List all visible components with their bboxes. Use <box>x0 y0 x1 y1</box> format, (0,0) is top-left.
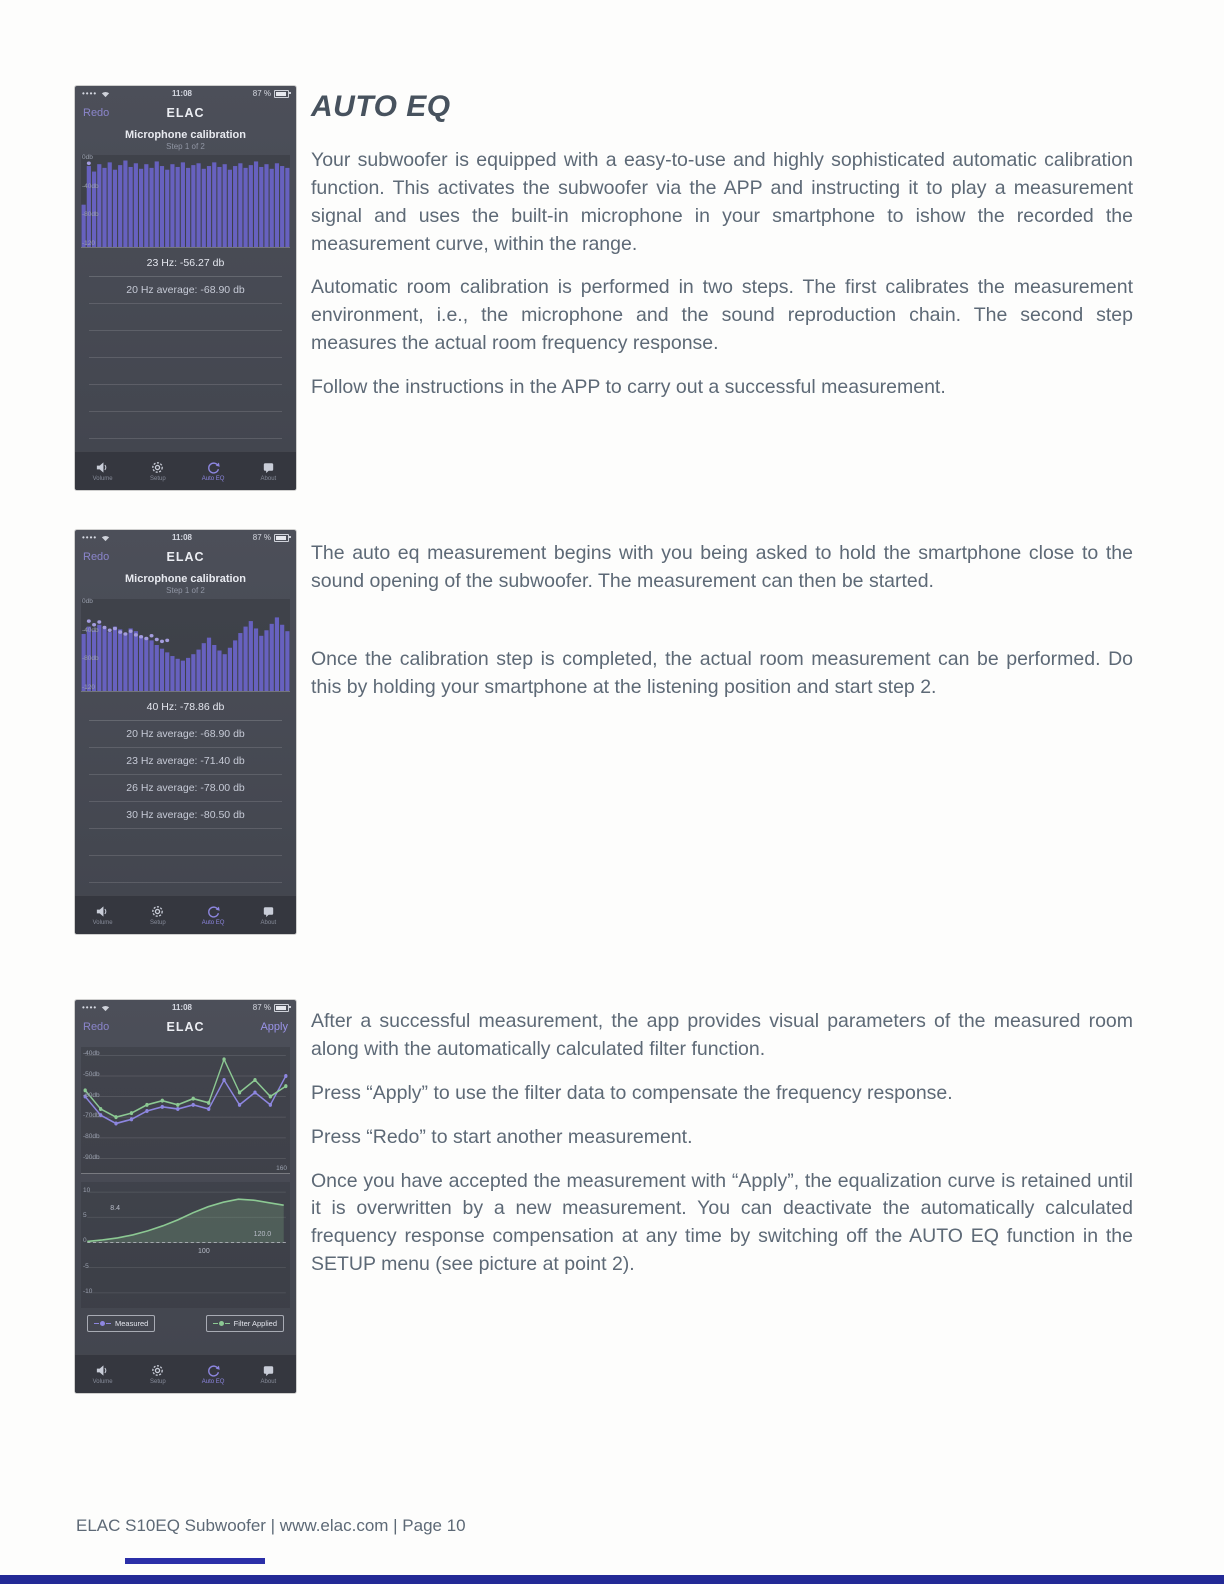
tab-label: Setup <box>150 920 166 926</box>
current-reading: 23 Hz: -56.27 db <box>89 250 282 277</box>
y-axis-label: -90db <box>83 1153 100 1161</box>
screenshot-calibration-step1 <box>75 86 296 490</box>
redo-button[interactable]: Redo <box>83 1021 110 1033</box>
tab-about[interactable] <box>241 896 296 934</box>
speaker-icon <box>95 460 110 475</box>
auto-eq-icon <box>206 1363 221 1378</box>
tab-auto-eq[interactable] <box>186 896 241 934</box>
status-bar <box>75 1000 296 1013</box>
nav-bar <box>75 543 296 571</box>
screenshot-calibration-progress <box>75 530 296 934</box>
screen-title: Microphone calibration <box>124 573 246 585</box>
empty-row <box>89 829 282 856</box>
tab-volume[interactable] <box>75 896 130 934</box>
paragraph: Once you have accepted the measurement with “Apply”, the equalization curve is retained until it is overwritten by a new measurement. You can deactivate the automatically calculated frequency response compensation at any time by switching off the AUTO EQ function in the SETUP menu (see picture at point 2). <box>311 1169 1133 1276</box>
wifi-icon <box>100 1003 111 1012</box>
speaker-icon <box>95 1363 110 1378</box>
tab-label: Volume <box>92 476 113 482</box>
battery-icon <box>274 1004 289 1012</box>
y-axis-label: 0 <box>83 1237 87 1245</box>
paragraph: Press “Apply” to use the filter data to compensate the frequency response. <box>311 1081 953 1104</box>
y-axis-label: -120 <box>82 240 96 247</box>
y-axis-label: -60db <box>83 1091 100 1099</box>
wifi-icon <box>100 533 111 542</box>
auto-eq-icon <box>206 904 221 919</box>
y-axis-label: -40db <box>83 1050 100 1058</box>
apply-button[interactable]: Apply <box>260 1021 288 1033</box>
gear-icon <box>150 904 165 919</box>
average-row: 30 Hz average: -80.50 db <box>89 802 282 829</box>
section-auto-eq <box>311 86 1133 418</box>
tab-setup[interactable] <box>130 1355 185 1393</box>
paragraph: The auto eq measurement begins with you being asked to hold the smartphone close to the sound opening of the subwoofer. The measurement can then be started. <box>311 542 1133 592</box>
tab-label: Auto EQ <box>201 920 225 926</box>
signal-dots: •••• <box>82 89 98 98</box>
gear-icon <box>150 460 165 475</box>
app-title: ELAC <box>166 106 205 120</box>
battery-percent: 87 % <box>252 89 271 98</box>
status-time: 11:08 <box>171 89 192 98</box>
tab-label: Volume <box>92 1379 113 1385</box>
status-time: 11:08 <box>171 533 192 542</box>
empty-row <box>89 358 282 385</box>
y-axis-label: -50db <box>83 1070 100 1078</box>
status-bar <box>75 86 296 99</box>
tab-label: About <box>260 1379 277 1385</box>
y-axis-label: -80db <box>82 655 99 663</box>
footer-rule <box>125 1558 265 1564</box>
tab-auto-eq[interactable] <box>186 1355 241 1393</box>
about-icon <box>261 1363 276 1378</box>
y-axis-label: -70db <box>83 1112 100 1120</box>
legend-measured[interactable] <box>87 1315 155 1332</box>
page-footer: ELAC S10EQ Subwoofer | www.elac.com | Page 10 <box>76 1516 466 1535</box>
y-axis-label: -80db <box>83 1132 100 1140</box>
filter-gain-chart <box>81 1182 290 1308</box>
paragraph: Once the calibration step is completed, the actual room measurement can be performed. Do this by holding your smartphone at the listening position and start step 2. <box>311 647 1133 698</box>
tab-label: Auto EQ <box>201 1379 225 1385</box>
y-axis-label: 0db <box>82 154 93 161</box>
paragraph: Press “Redo” to start another measurement. <box>311 1125 693 1148</box>
paragraph: After a successful measurement, the app provides visual parameters of the measured room along with the automatically calculated filter function. <box>311 1010 1133 1060</box>
wifi-icon <box>100 89 111 98</box>
y-axis-label: -80db <box>82 211 99 219</box>
current-reading: 40 Hz: -78.86 db <box>89 694 282 721</box>
empty-row <box>89 304 282 331</box>
battery-percent: 87 % <box>252 533 271 542</box>
empty-row <box>89 385 282 412</box>
tab-label: Volume <box>92 920 113 926</box>
tab-bar <box>75 895 296 934</box>
x-axis-label: 160 <box>276 1165 287 1172</box>
nav-bar <box>75 1013 296 1041</box>
paragraph: Automatic room calibration is performed in two steps. The first calibrates the measurement environment, i.e., the microphone and the sound reproduction chain. The second step measures the actual room frequency response. <box>311 276 1133 355</box>
app-title: ELAC <box>166 1020 205 1034</box>
tab-volume[interactable] <box>75 452 130 490</box>
battery-icon <box>274 534 289 542</box>
tab-setup[interactable] <box>130 452 185 490</box>
status-bar <box>75 530 296 543</box>
tab-label: Setup <box>150 1379 166 1385</box>
screen-subtitle: Step 1 of 2 <box>166 586 205 595</box>
empty-row <box>89 412 282 439</box>
y-axis-label: -40db <box>82 626 99 634</box>
signal-dots: •••• <box>82 1003 98 1012</box>
tab-label: Setup <box>150 476 166 482</box>
average-row: 20 Hz average: -68.90 db <box>89 721 282 748</box>
battery-percent: 87 % <box>252 1003 271 1012</box>
y-axis-label: 10 <box>83 1187 91 1195</box>
nav-bar <box>75 99 296 127</box>
filter-series-icon <box>213 1321 230 1326</box>
spectrum-chart <box>81 155 290 248</box>
tab-label: About <box>260 920 277 926</box>
screen-subtitle: Step 1 of 2 <box>166 142 205 151</box>
tab-label: Auto EQ <box>201 476 225 482</box>
app-title: ELAC <box>166 550 205 564</box>
y-axis-label: -5 <box>83 1262 89 1270</box>
y-axis-label: -40db <box>82 182 99 190</box>
screen-title: Microphone calibration <box>124 129 246 141</box>
y-axis-label: -10 <box>83 1287 93 1295</box>
redo-button[interactable]: Redo <box>83 551 110 563</box>
bottom-band <box>0 1575 1224 1584</box>
tab-about[interactable] <box>241 1355 296 1393</box>
tab-setup[interactable] <box>130 896 185 934</box>
status-time: 11:08 <box>171 1003 192 1012</box>
spectrum-chart <box>81 599 290 692</box>
annotation-frequency: 120.0 <box>253 1231 272 1239</box>
empty-row <box>89 331 282 358</box>
tab-volume[interactable] <box>75 1355 130 1393</box>
screenshot-measurement-result <box>75 1000 296 1393</box>
measured-series-icon <box>94 1321 111 1326</box>
battery-icon <box>274 90 289 98</box>
about-icon <box>261 904 276 919</box>
section-result <box>311 1008 1133 1295</box>
tab-about[interactable] <box>241 452 296 490</box>
tab-auto-eq[interactable] <box>186 452 241 490</box>
legend-label: Measured <box>115 1319 149 1328</box>
average-row: 20 Hz average: -68.90 db <box>89 277 282 304</box>
section-step1 <box>311 540 1133 718</box>
speaker-icon <box>95 904 110 919</box>
y-axis-label: 5 <box>83 1212 87 1220</box>
about-icon <box>261 460 276 475</box>
tab-bar <box>75 1354 296 1393</box>
tab-bar <box>75 451 296 490</box>
legend-filter-applied[interactable] <box>206 1315 284 1332</box>
empty-row <box>89 856 282 883</box>
paragraph: Your subwoofer is equipped with a easy-to-use and highly sophisticated automatic calibration function. This activates the subwoofer via the APP and instructing it to play a measurement signal and uses the built-in microphone in your smartphone to ishow the recorded the measurement curve, within the range. <box>311 148 1133 255</box>
average-row: 26 Hz average: -78.00 db <box>89 775 282 802</box>
page-heading: AUTO EQ <box>311 90 451 123</box>
legend-label: Filter Applied <box>233 1319 277 1328</box>
signal-dots: •••• <box>82 533 98 542</box>
gear-icon <box>150 1363 165 1378</box>
redo-button[interactable]: Redo <box>83 107 110 119</box>
y-axis-label: 0db <box>82 598 93 605</box>
annotation-frequency: 100 <box>198 1247 210 1255</box>
average-row: 23 Hz average: -71.40 db <box>89 748 282 775</box>
annotation-peak-gain: 8.4 <box>110 1204 120 1212</box>
paragraph: Follow the instructions in the APP to carry out a successful measurement. <box>311 376 946 399</box>
room-response-chart <box>81 1047 290 1174</box>
auto-eq-icon <box>206 460 221 475</box>
y-axis-label: -120 <box>82 684 96 691</box>
tab-label: About <box>260 476 277 482</box>
legend-row <box>75 1308 296 1332</box>
